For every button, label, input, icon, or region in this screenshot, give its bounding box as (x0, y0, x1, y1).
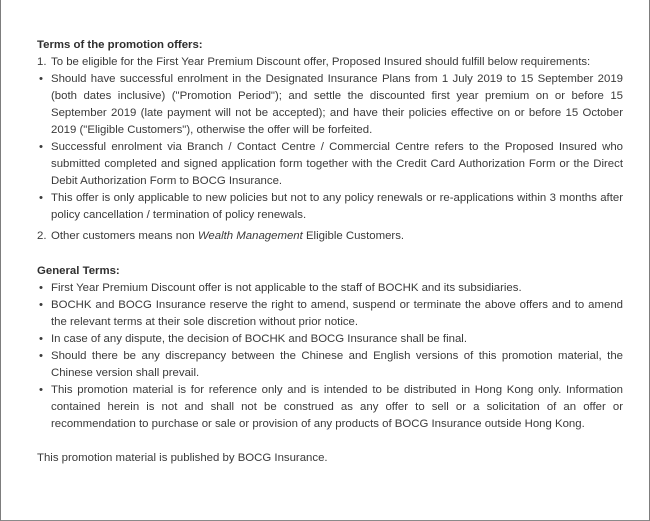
bullet-marker: • (39, 333, 43, 345)
list-item (37, 190, 623, 224)
bullet-marker: • (39, 73, 43, 85)
list-item-text: Successful enrolment via Branch / Contact Centre / Commercial Centre refers to the Proposed Insured who submitted completed and signed application form together with the Credit Card Authorization Form or the Direct Debit Authorization Form to BOCG Insurance. (51, 141, 623, 187)
bullet-marker: • (39, 299, 43, 311)
list-item (37, 348, 623, 382)
list-item-text: Should there be any discrepancy between the Chinese and English versions of this promotion material, the Chinese version shall prevail. (51, 350, 623, 379)
list-item-text: Other customers means non Wealth Management Eligible Customers. (51, 230, 405, 242)
general-terms-heading: General Terms: (37, 265, 120, 277)
list-item (37, 382, 623, 433)
list-item (37, 139, 623, 190)
list-item-text: This offer is only applicable to new policies but not to any policy renewals or re-applications within 3 months after policy cancellation / termination of policy renewals. (51, 192, 623, 221)
list-item-text: In case of any dispute, the decision of BOCHK and BOCG Insurance shall be final. (51, 333, 467, 345)
bullet-marker: • (39, 282, 43, 294)
list-item (37, 280, 623, 297)
list-item (37, 54, 623, 71)
promotion-terms-list (37, 54, 623, 245)
list-item (37, 331, 623, 348)
bullet-marker: • (39, 350, 43, 362)
publisher-note: This promotion material is published by BOCG Insurance. (37, 452, 328, 464)
list-item (37, 71, 623, 139)
list-item-text: BOCHK and BOCG Insurance reserve the right to amend, suspend or terminate the above offers and to amend the relevant terms at their sole discretion without prior notice. (51, 299, 623, 328)
list-item (37, 297, 623, 331)
list-item-text: This promotion material is for reference only and is intended to be distributed in Hong Kong only. Information contained herein is not and shall not be construed as any offer to sell or a solicitation of an offer or recommendation to purchase or sale or provision of any products of BOCG Insurance outside Hong Kong. (51, 384, 623, 430)
general-terms-list (37, 280, 623, 433)
number-marker: 2. (37, 230, 47, 242)
number-marker: 1. (37, 56, 47, 68)
list-item (37, 228, 623, 245)
bullet-marker: • (39, 384, 43, 396)
bullet-marker: • (39, 192, 43, 204)
list-item-text: To be eligible for the First Year Premium Discount offer, Proposed Insured should fulfill below requirements: (51, 56, 591, 68)
list-item-text: First Year Premium Discount offer is not applicable to the staff of BOCHK and its subsidiaries. (51, 282, 522, 294)
promotion-terms-heading: Terms of the promotion offers: (37, 39, 203, 51)
list-item-text: Should have successful enrolment in the Designated Insurance Plans from 1 July 2019 to 15 September 2019 (both dates inclusive) ("Promotion Period"); and settle the discounted first year premium on or before 15 September 2019 (late payment will not be accepted); and have their policies effective on or before 15 October 2019 ("Eligible Customers"), otherwise the offer will be forfeited. (51, 73, 623, 136)
bullet-marker: • (39, 141, 43, 153)
